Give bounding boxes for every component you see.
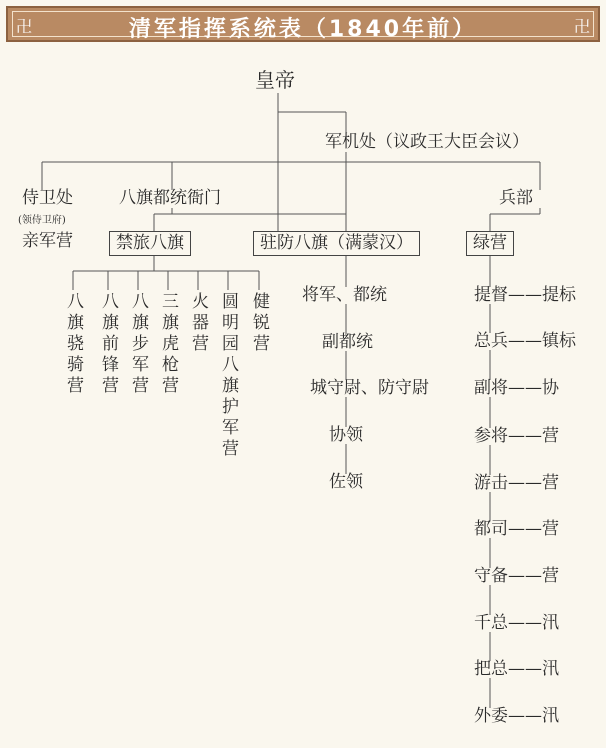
green-unit: 汛 <box>542 613 559 633</box>
rank-dash: —— <box>508 473 542 493</box>
green-unit: 汛 <box>542 706 559 726</box>
green-rank-row <box>472 475 561 492</box>
garrison-rank: 城守尉、防守尉 <box>310 378 429 398</box>
green-rank-row <box>472 287 578 304</box>
ornament-right-icon: 卍 <box>573 17 590 36</box>
green-rank: 总兵 <box>474 331 508 351</box>
guard-office-label: 侍卫处 <box>22 188 73 208</box>
garrison-rank: 协领 <box>329 425 363 445</box>
rank-dash: —— <box>508 331 542 351</box>
green-rank-row <box>472 661 561 678</box>
green-unit: 汛 <box>542 659 559 679</box>
green-rank-row <box>472 708 561 725</box>
emperor-label: 皇帝 <box>255 68 295 92</box>
green-rank: 千总 <box>474 613 508 633</box>
guard-camp-label: 亲军营 <box>22 231 73 251</box>
rank-dash: —— <box>508 378 542 398</box>
forbidden-unit: 八旗骁骑营 <box>63 292 83 397</box>
rank-dash: —— <box>508 519 542 539</box>
green-rank: 守备 <box>474 566 508 586</box>
garrison-rank: 副都统 <box>322 332 373 352</box>
green-rank: 参将 <box>474 426 508 446</box>
garrison-rank: 佐领 <box>329 472 363 492</box>
green-unit: 营 <box>542 519 559 539</box>
rank-dash: —— <box>508 659 542 679</box>
green-rank: 副将 <box>474 378 508 398</box>
rank-dash: —— <box>508 706 542 726</box>
green-unit: 协 <box>542 378 559 398</box>
green-rank: 提督 <box>474 285 508 305</box>
green-rank-row <box>472 380 561 397</box>
green-rank: 游击 <box>474 473 508 493</box>
forbidden-unit: 健锐营 <box>249 292 269 355</box>
rank-dash: —— <box>508 285 542 305</box>
green-unit: 镇标 <box>542 331 576 351</box>
forbidden-unit: 八旗步军营 <box>128 292 148 397</box>
guard-office-note: (领侍卫府) <box>18 215 66 226</box>
green-rank-row <box>472 521 561 538</box>
garrison-banners-box: 驻防八旗（满蒙汉） <box>253 231 420 256</box>
green-rank-row <box>472 568 561 585</box>
green-rank: 都司 <box>474 519 508 539</box>
forbidden-unit: 火器营 <box>188 292 208 355</box>
green-unit: 营 <box>542 426 559 446</box>
green-unit: 营 <box>542 473 559 493</box>
forbidden-unit: 三旗虎枪营 <box>158 292 178 397</box>
page-title: 清军指挥系统表（1840年前） <box>128 17 478 42</box>
green-rank-row <box>472 615 561 632</box>
green-rank-row <box>472 333 578 350</box>
green-standard-box: 绿营 <box>466 231 514 256</box>
green-unit: 提标 <box>542 285 576 305</box>
rank-dash: —— <box>508 613 542 633</box>
green-unit: 营 <box>542 566 559 586</box>
forbidden-unit: 八旗前锋营 <box>98 292 118 397</box>
rank-dash: —— <box>508 566 542 586</box>
banner-office-label: 八旗都统衙门 <box>119 188 221 208</box>
forbidden-banners-box: 禁旅八旗 <box>109 231 191 256</box>
green-rank: 把总 <box>474 659 508 679</box>
forbidden-unit: 圆明园八旗护军营 <box>218 292 238 460</box>
green-rank: 外委 <box>474 706 508 726</box>
war-ministry-label: 兵部 <box>499 188 533 208</box>
rank-dash: —— <box>508 426 542 446</box>
garrison-rank: 将军、都统 <box>302 285 387 305</box>
grand-council-label: 军机处（议政王大臣会议） <box>325 132 529 152</box>
green-rank-row <box>472 428 561 445</box>
ornament-left-icon: 卍 <box>16 17 33 36</box>
